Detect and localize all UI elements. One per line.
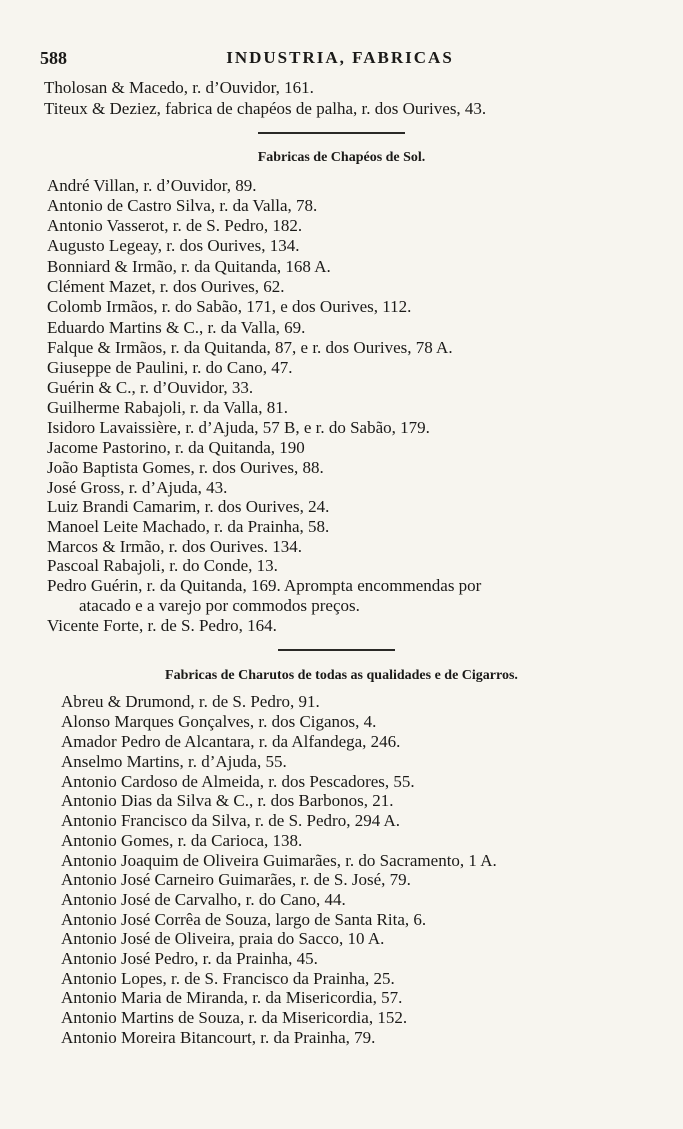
entry-line: Clément Mazet, r. dos Ourives, 62. (47, 277, 285, 296)
entry-line: Augusto Legeay, r. dos Ourives, 134. (47, 236, 300, 255)
entry-line: Tholosan & Macedo, r. d’Ouvidor, 161. (44, 78, 314, 97)
entry-line: Antonio Moreira Bitancourt, r. da Prainha, 79. (61, 1028, 376, 1047)
section-title: Fabricas de Chapéos de Sol. (257, 150, 426, 165)
entry-line: Antonio José de Oliveira, praia do Sacco, 10 A. (61, 929, 385, 948)
page-header (40, 48, 640, 72)
entry-line: Isidoro Lavaissière, r. d’Ajuda, 57 B, e r. do Sabão, 179. (47, 418, 430, 437)
section-divider (258, 132, 405, 134)
entry-line: Titeux & Deziez, fabrica de chapéos de palha, r. dos Ourives, 43. (44, 99, 487, 118)
entry-line: Falque & Irmãos, r. da Quitanda, 87, e r. dos Ourives, 78 A. (47, 338, 453, 357)
entry-line: André Villan, r. d’Ouvidor, 89. (47, 176, 257, 195)
entry-line: Antonio Vasserot, r. de S. Pedro, 182. (47, 216, 303, 235)
entry-line: Antonio José Pedro, r. da Prainha, 45. (61, 949, 318, 968)
entry-line: Giuseppe de Paulini, r. do Cano, 47. (47, 358, 293, 377)
entry-line: Marcos & Irmão, r. dos Ourives. 134. (47, 537, 302, 556)
entry-line: Colomb Irmãos, r. do Sabão, 171, e dos Ourives, 112. (47, 297, 412, 316)
entry-line: Vicente Forte, r. de S. Pedro, 164. (47, 616, 277, 635)
entry-line: Antonio Gomes, r. da Carioca, 138. (61, 831, 303, 850)
entry-line: Alonso Marques Gonçalves, r. dos Ciganos, 4. (61, 712, 377, 731)
entry-line: José Gross, r. d’Ajuda, 43. (47, 478, 228, 497)
running-title: INDUSTRIA, FABRICAS (226, 48, 454, 67)
entry-line: Antonio de Castro Silva, r. da Valla, 78. (47, 196, 318, 215)
entry-line: Antonio José Carneiro Guimarães, r. de S. José, 79. (61, 870, 411, 889)
entry-line: Antonio Lopes, r. de S. Francisco da Prainha, 25. (61, 969, 395, 988)
entry-line: Antonio Dias da Silva & C., r. dos Barbonos, 21. (61, 791, 394, 810)
section-divider (278, 649, 395, 651)
entry-line: Manoel Leite Machado, r. da Prainha, 58. (47, 517, 330, 536)
entry-line: Antonio Martins de Souza, r. da Misericordia, 152. (61, 1008, 408, 1027)
entry-line: Antonio Maria de Miranda, r. da Misericordia, 57. (61, 988, 403, 1007)
entry-line: Jacome Pastorino, r. da Quitanda, 190 (47, 438, 305, 457)
page-number: 588 (40, 48, 67, 68)
entry-line: Bonniard & Irmão, r. da Quitanda, 168 A. (47, 257, 331, 276)
section-title: Fabricas de Charutos de todas as qualidades e de Cigarros. (165, 668, 518, 683)
entry-line-continuation: atacado e a varejo por commodos preços. (79, 596, 360, 615)
entry-line: Anselmo Martins, r. d’Ajuda, 55. (61, 752, 287, 771)
entry-line: Luiz Brandi Camarim, r. dos Ourives, 24. (47, 497, 330, 516)
entry-line: Abreu & Drumond, r. de S. Pedro, 91. (61, 692, 320, 711)
entry-line: Guérin & C., r. d’Ouvidor, 33. (47, 378, 254, 397)
entry-line: Antonio José de Carvalho, r. do Cano, 44. (61, 890, 346, 909)
entry-line: Amador Pedro de Alcantara, r. da Alfandega, 246. (61, 732, 401, 751)
entry-line: Guilherme Rabajoli, r. da Valla, 81. (47, 398, 288, 417)
entry-line: Antonio Cardoso de Almeida, r. dos Pescadores, 55. (61, 772, 415, 791)
entry-line: Antonio José Corrêa de Souza, largo de Santa Rita, 6. (61, 910, 427, 929)
entry-line: Eduardo Martins & C., r. da Valla, 69. (47, 318, 306, 337)
entry-line: Antonio Joaquim de Oliveira Guimarães, r. do Sacramento, 1 A. (61, 851, 497, 870)
entry-line: Pedro Guérin, r. da Quitanda, 169. Apromptа encommendas por (47, 576, 482, 595)
entry-line: Antonio Francisco da Silva, r. de S. Pedro, 294 A. (61, 811, 401, 830)
entry-line: Pascoal Rabajoli, r. do Conde, 13. (47, 556, 278, 575)
entry-line: João Baptista Gomes, r. dos Ourives, 88. (47, 458, 324, 477)
